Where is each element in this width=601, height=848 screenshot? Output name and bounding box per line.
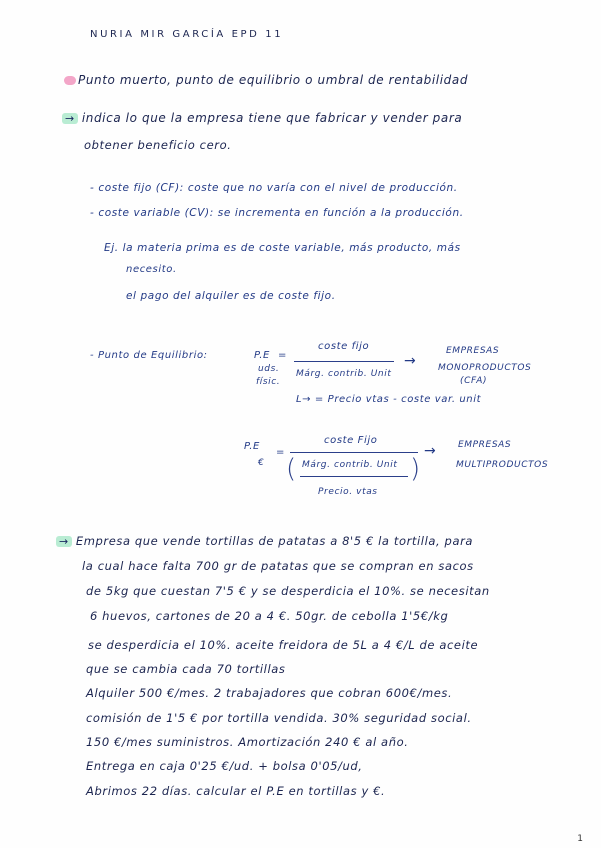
- page-number: 1: [577, 834, 583, 844]
- formula-2-numerator: coste Fijo: [324, 435, 378, 446]
- formula-1-pe: P.E: [254, 350, 270, 361]
- formula-1-target-3: (CFA): [460, 376, 488, 386]
- formula-1-numerator: coste fijo: [318, 341, 370, 352]
- problem-line-1: la cual hace falta 700 gr de patatas que se compran en sacos: [82, 559, 474, 573]
- formula-2-target-2: MULTIPRODUCTOS: [456, 460, 549, 470]
- formula-1-equals: =: [278, 350, 287, 361]
- formula-1-target-2: MONOPRODUCTOS: [438, 363, 532, 373]
- formula-2-unit: €: [258, 458, 265, 468]
- student-name: NURIA MIR GARCÍA EPD 11: [90, 29, 284, 40]
- topic-title-row: [64, 74, 468, 86]
- problem-arrow-bullet-icon: →: [56, 536, 72, 547]
- problem-line-0-row: [56, 536, 473, 548]
- definition-line-2: obtener beneficio cero.: [84, 138, 232, 152]
- fixed-cost-definition: - coste fijo (CF): coste que no varía con el nivel de producción.: [90, 182, 458, 194]
- problem-line-10: Abrimos 22 días. calcular el P.E en tortillas y €.: [86, 784, 386, 798]
- pink-highlight-bullet-icon: [64, 76, 76, 85]
- problem-line-4: se desperdicia el 10%. aceite freidora de 5L a 4 €/L de aceite: [88, 638, 479, 652]
- variable-cost-definition: - coste variable (CV): se incrementa en función a la producción.: [90, 207, 464, 219]
- problem-line-3: 6 huevos, cartones de 20 a 4 €. 50gr. de cebolla 1'5€/kg: [90, 609, 449, 623]
- formula-2-inner-fraction-bar: [300, 476, 408, 477]
- formula-1-target-1: EMPRESAS: [446, 346, 500, 356]
- formula-1-arrow-icon: →: [404, 353, 417, 369]
- problem-line-0: Empresa que vende tortillas de patatas a 8'5 € la tortilla, para: [75, 534, 474, 548]
- green-arrow-bullet-icon: →: [62, 113, 78, 124]
- formula-1-fisic: físic.: [256, 377, 281, 387]
- problem-line-9: Entrega en caja 0'25 €/ud. + bolsa 0'05/ud,: [86, 759, 363, 773]
- formula-2-target-1: EMPRESAS: [458, 440, 512, 450]
- formula-1-uds: uds.: [258, 364, 280, 374]
- formula-1-denominator: Márg. contrib. Unit: [296, 369, 392, 379]
- formula-2-pe: P.E: [244, 441, 260, 452]
- formula-2-inner-denominator: Precio. vtas: [318, 487, 378, 497]
- definition-line-1: indica lo que la empresa tiene que fabricar y vender para: [81, 111, 463, 125]
- formula-1-subformula: L→ = Precio vtas - coste var. unit: [296, 394, 482, 405]
- problem-line-6: Alquiler 500 €/mes. 2 trabajadores que cobran 600€/mes.: [86, 686, 453, 700]
- problem-line-7: comisión de 1'5 € por tortilla vendida. 30% seguridad social.: [86, 711, 472, 725]
- example-1-line-1: Ej. la materia prima es de coste variable, más producto, más: [104, 242, 461, 254]
- formula-2-arrow-icon: →: [424, 443, 437, 459]
- problem-line-8: 150 €/mes suministros. Amortización 240 € al año.: [86, 735, 409, 749]
- topic-title: Punto muerto, punto de equilibrio o umbral de rentabilidad: [78, 73, 469, 87]
- definition-line-1-row: [62, 112, 462, 124]
- formula-1-label: - Punto de Equilibrio:: [90, 350, 208, 361]
- formula-2-fraction-bar: [290, 452, 418, 453]
- example-2: el pago del alquiler es de coste fijo.: [126, 290, 336, 302]
- formula-2-inner-numerator: Márg. contrib. Unit: [302, 460, 398, 470]
- formula-1-fraction-bar: [294, 361, 394, 362]
- example-1-line-2: necesito.: [126, 264, 177, 275]
- formula-2-equals: =: [276, 447, 285, 458]
- formula-2-right-paren: ): [410, 454, 421, 484]
- problem-line-5: que se cambia cada 70 tortillas: [86, 662, 286, 676]
- formula-2-left-paren: (: [286, 454, 297, 484]
- problem-line-2: de 5kg que cuestan 7'5 € y se desperdicia el 10%. se necesitan: [86, 584, 490, 598]
